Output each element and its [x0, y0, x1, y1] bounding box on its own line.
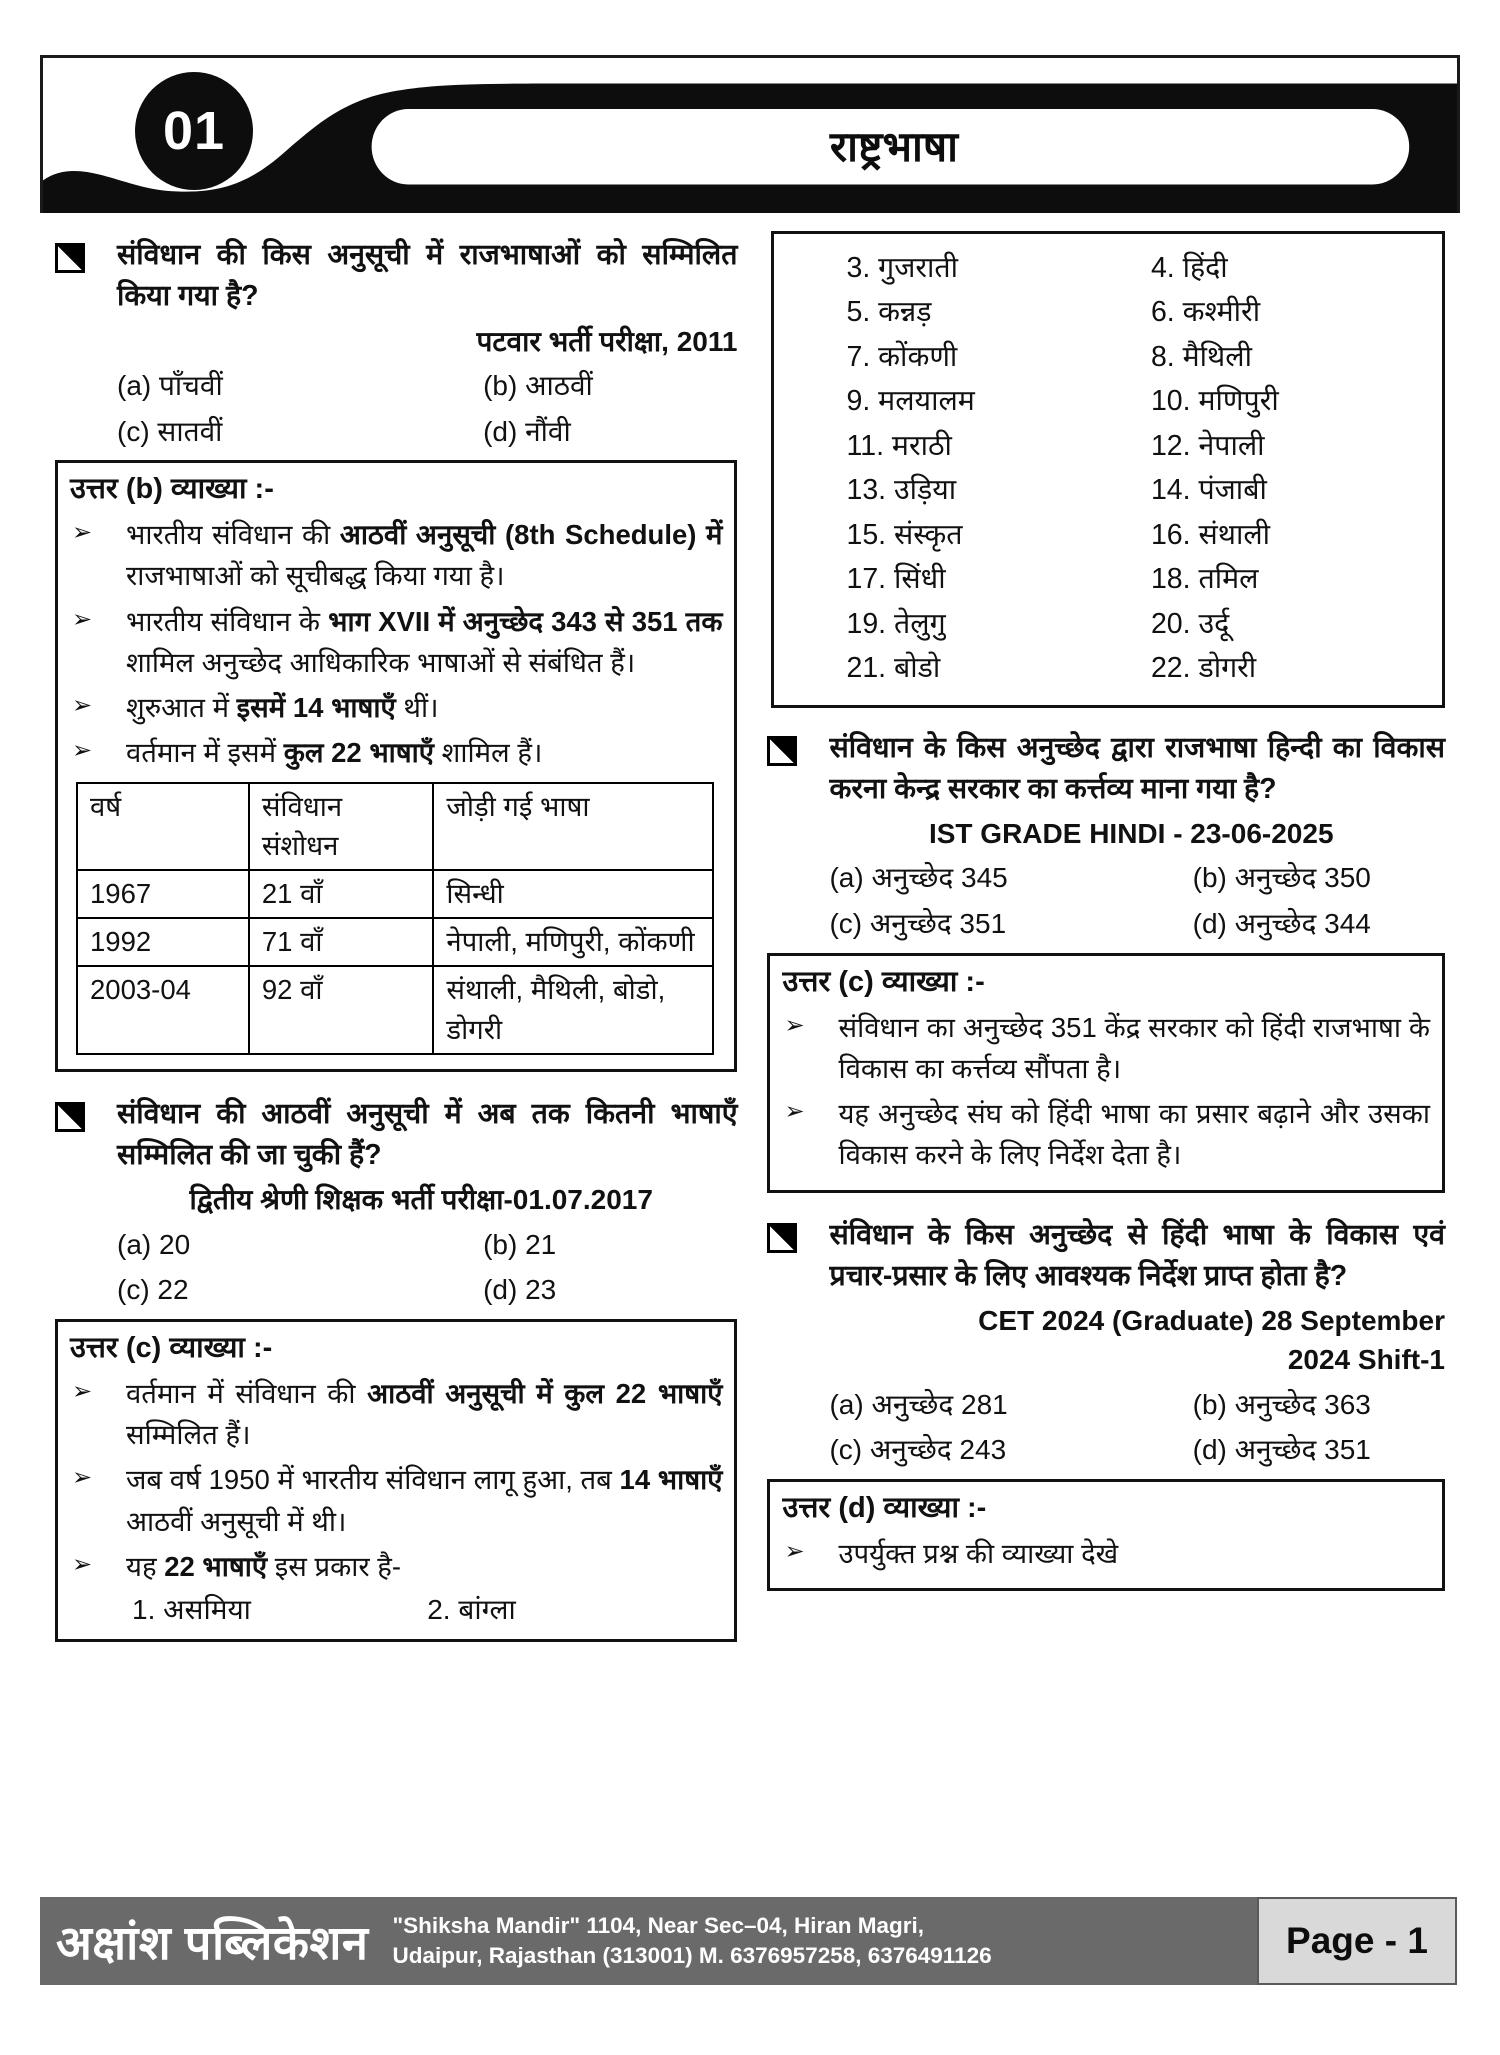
option-a: (a) अनुच्छेद 281	[829, 1388, 1008, 1420]
amendments-table	[76, 782, 714, 1055]
answer-point: ➢ शुरुआत में इसमें 14 भाषाएँ थीं।	[70, 687, 722, 728]
chapter-number-badge	[135, 72, 253, 190]
answer-1-heading: उत्तर (b) व्याख्या :-	[70, 473, 274, 506]
page-title: राष्ट्रभाषा	[829, 122, 959, 170]
question-marker-icon	[767, 1223, 797, 1253]
list-item: 2. बांग्ला	[427, 1594, 516, 1625]
col-languages-added: जोड़ी गई भाषा	[433, 783, 713, 871]
answer-point: ➢ संविधान का अनुच्छेद 351 केंद्र सरकार को हिंदी राजभाषा के विकास का कर्त्तव्य सौंपता है।	[782, 1007, 1430, 1090]
answer-1-box	[55, 460, 737, 1071]
list-item: 8. मैथिली	[1150, 340, 1252, 373]
arrow-bullet-icon: ➢	[784, 1011, 805, 1039]
document-page	[0, 55, 1500, 2055]
language-row	[846, 513, 1432, 557]
list-item: 12. नेपाली	[1150, 429, 1265, 462]
chapter-header	[40, 55, 1460, 213]
answer-4-heading: उत्तर (d) व्याख्या :-	[782, 1492, 987, 1525]
option-c: (c) अनुच्छेद 243	[829, 1434, 1007, 1466]
question-marker-icon	[55, 1102, 85, 1132]
question-2-text: संविधान की आठवीं अनुसूची में अब तक कितनी भाषाएँ सम्मिलित की जा चुकी हैं?	[117, 1097, 738, 1172]
language-pair-row	[70, 1591, 722, 1629]
list-item: 4. हिंदी	[1150, 252, 1228, 284]
arrow-bullet-icon: ➢	[72, 519, 93, 546]
list-item: 13. उड़िया	[846, 474, 957, 507]
language-row	[846, 424, 1432, 468]
option-a: (a) अनुच्छेद 345	[829, 862, 1008, 894]
list-item: 10. मणिपुरी	[1150, 385, 1279, 418]
question-4	[767, 1215, 1445, 1298]
question-3-exam-name: IST GRADE HINDI - 23-06-2025	[928, 818, 1334, 850]
language-row	[846, 646, 1432, 690]
arrow-bullet-icon: ➢	[72, 1464, 93, 1492]
answer-3-box	[767, 953, 1445, 1193]
question-1-options	[55, 367, 737, 451]
question-3	[767, 728, 1445, 811]
list-item: 11. मराठी	[846, 429, 952, 462]
publisher-address	[392, 1911, 991, 1972]
table-row: 1992 71 वाँ नेपाली, मणिपुरी, कोंकणी	[77, 918, 713, 966]
question-4-exam-name	[767, 1301, 1445, 1379]
right-column	[767, 227, 1445, 1664]
question-4-text: संविधान के किस अनुच्छेद से हिंदी भाषा के विकास एवं प्रचार-प्रसार के लिए आवश्यक निर्देश प्राप्त होता है?	[829, 1218, 1445, 1292]
list-item: 16. संथाली	[1150, 518, 1271, 551]
exam-line-1: CET 2024 (Graduate) 28 September	[978, 1305, 1445, 1337]
content-columns	[0, 213, 1500, 1664]
option-d: (d) नौंवी	[483, 415, 571, 447]
arrow-bullet-icon: ➢	[72, 737, 93, 765]
question-1	[55, 235, 737, 318]
language-row	[846, 379, 1432, 423]
answer-point: ➢ भारतीय संविधान की आठवीं अनुसूची (8th Schedule) में राजभाषाओं को सूचीबद्ध किया गया है।	[70, 514, 722, 597]
language-row	[846, 602, 1432, 646]
language-row	[846, 468, 1432, 512]
list-item: 7. कोंकणी	[846, 340, 958, 373]
question-4-options	[767, 1386, 1445, 1470]
list-item: 6. कश्मीरी	[1150, 296, 1261, 329]
question-3-text: संविधान के किस अनुच्छेद द्वारा राजभाषा हिन्दी का विकास करना केन्द्र सरकार का कर्त्तव्य माना गया है?	[829, 731, 1445, 805]
question-1-exam-name: पटवार भर्ती परीक्षा, 2011	[476, 325, 738, 357]
language-row	[846, 557, 1432, 601]
answer-point: ➢ यह अनुच्छेद संघ को हिंदी भाषा का प्रसार बढ़ाने और उसका विकास करने के लिए निर्देश देता है।	[782, 1093, 1430, 1176]
list-item: 19. तेलुगु	[846, 607, 946, 640]
option-d: (d) अनुच्छेद 344	[1192, 908, 1371, 940]
answer-point: ➢ वर्तमान में इसमें कुल 22 भाषाएँ शामिल हैं।	[70, 732, 722, 773]
exam-line-2: 2024 Shift-1	[1287, 1344, 1445, 1376]
list-item: 20. उर्दू	[1150, 607, 1230, 640]
arrow-bullet-icon: ➢	[72, 1377, 93, 1405]
question-marker-icon	[767, 736, 797, 766]
language-row	[846, 246, 1432, 290]
address-line-2: Udaipur, Rajasthan (313001) M. 6376957258, 6376491126	[392, 1943, 992, 1968]
option-c: (c) अनुच्छेद 351	[829, 908, 1007, 940]
option-c: (c) 22	[117, 1274, 189, 1306]
option-d: (d) अनुच्छेद 351	[1192, 1434, 1371, 1466]
list-item: 14. पंजाबी	[1150, 474, 1267, 507]
list-item: 15. संस्कृत	[846, 518, 963, 551]
list-item: 3. गुजराती	[846, 252, 959, 284]
question-2-options	[55, 1226, 737, 1310]
list-item: 22. डोगरी	[1150, 652, 1257, 685]
answer-4-box	[767, 1479, 1445, 1591]
list-item: 18. तमिल	[1150, 563, 1259, 596]
arrow-bullet-icon: ➢	[784, 1537, 805, 1565]
option-c: (c) सातवीं	[117, 415, 223, 447]
list-item: 9. मलयालम	[846, 385, 975, 418]
answer-point: ➢ यह 22 भाषाएँ इस प्रकार है-	[70, 1546, 722, 1587]
chapter-number: 01	[162, 101, 226, 161]
answer-point: ➢ भारतीय संविधान के भाग XVII में अनुच्छेद 343 से 351 तक शामिल अनुच्छेद आधिकारिक भाषाओं से संबंधित हैं।	[70, 601, 722, 684]
page-footer	[40, 1897, 1457, 1985]
col-amendment: संविधान संशोधन	[249, 783, 434, 871]
option-b: (b) अनुच्छेद 363	[1192, 1388, 1371, 1420]
page-number-badge	[1257, 1897, 1457, 1985]
option-b: (b) 21	[483, 1228, 557, 1260]
table-header-row	[77, 783, 713, 871]
arrow-bullet-icon: ➢	[72, 692, 93, 719]
arrow-bullet-icon: ➢	[72, 605, 93, 633]
language-list-box	[771, 231, 1445, 708]
left-column	[55, 227, 737, 1664]
language-row	[846, 290, 1432, 334]
table-row: 1967 21 वाँ सिन्धी	[77, 870, 713, 918]
answer-point: ➢ जब वर्ष 1950 में भारतीय संविधान लागू हुआ, तब 14 भाषाएँ आठवीं अनुसूची में थी।	[70, 1459, 722, 1542]
arrow-bullet-icon: ➢	[784, 1098, 805, 1126]
question-3-options	[767, 859, 1445, 943]
list-item: 21. बोडो	[846, 652, 941, 685]
question-2-exam-name: द्वितीय श्रेणी शिक्षक भर्ती परीक्षा-01.07.2017	[189, 1184, 653, 1216]
arrow-bullet-icon: ➢	[72, 1550, 93, 1578]
col-year: वर्ष	[77, 783, 249, 871]
question-1-text: संविधान की किस अनुसूची में राजभाषाओं को सम्मिलित किया गया है?	[117, 239, 738, 313]
answer-2-heading: उत्तर (c) व्याख्या :-	[70, 1332, 273, 1365]
list-item: 1. असमिया	[132, 1594, 251, 1625]
option-d: (d) 23	[483, 1274, 557, 1306]
publisher-name: अक्षांश पब्लिकेशन	[56, 1916, 369, 1969]
answer-3-heading: उत्तर (c) व्याख्या :-	[782, 965, 985, 998]
question-marker-icon	[55, 243, 85, 273]
option-b: (b) आठवीं	[483, 369, 593, 401]
publisher-bar	[40, 1897, 1257, 1985]
question-2	[55, 1094, 737, 1177]
list-item: 5. कन्नड़	[846, 296, 932, 329]
answer-point: ➢ वर्तमान में संविधान की आठवीं अनुसूची में कुल 22 भाषाएँ सम्मिलित हैं।	[70, 1373, 722, 1456]
option-b: (b) अनुच्छेद 350	[1192, 862, 1371, 894]
address-line-1: "Shiksha Mandir" 1104, Near Sec–04, Hiran Magri,	[392, 1912, 925, 1938]
language-row	[846, 335, 1432, 379]
table-row: 2003-04 92 वाँ संथाली, मैथिली, बोडो, डोगरी	[77, 966, 713, 1054]
answer-point: ➢ उपर्युक्त प्रश्न की व्याख्या देखे	[782, 1533, 1430, 1574]
page-number: Page - 1	[1286, 1920, 1428, 1961]
list-item: 17. सिंधी	[846, 563, 946, 596]
option-a: (a) 20	[117, 1228, 191, 1260]
answer-2-box	[55, 1319, 737, 1642]
option-a: (a) पाँचवीं	[117, 369, 223, 401]
